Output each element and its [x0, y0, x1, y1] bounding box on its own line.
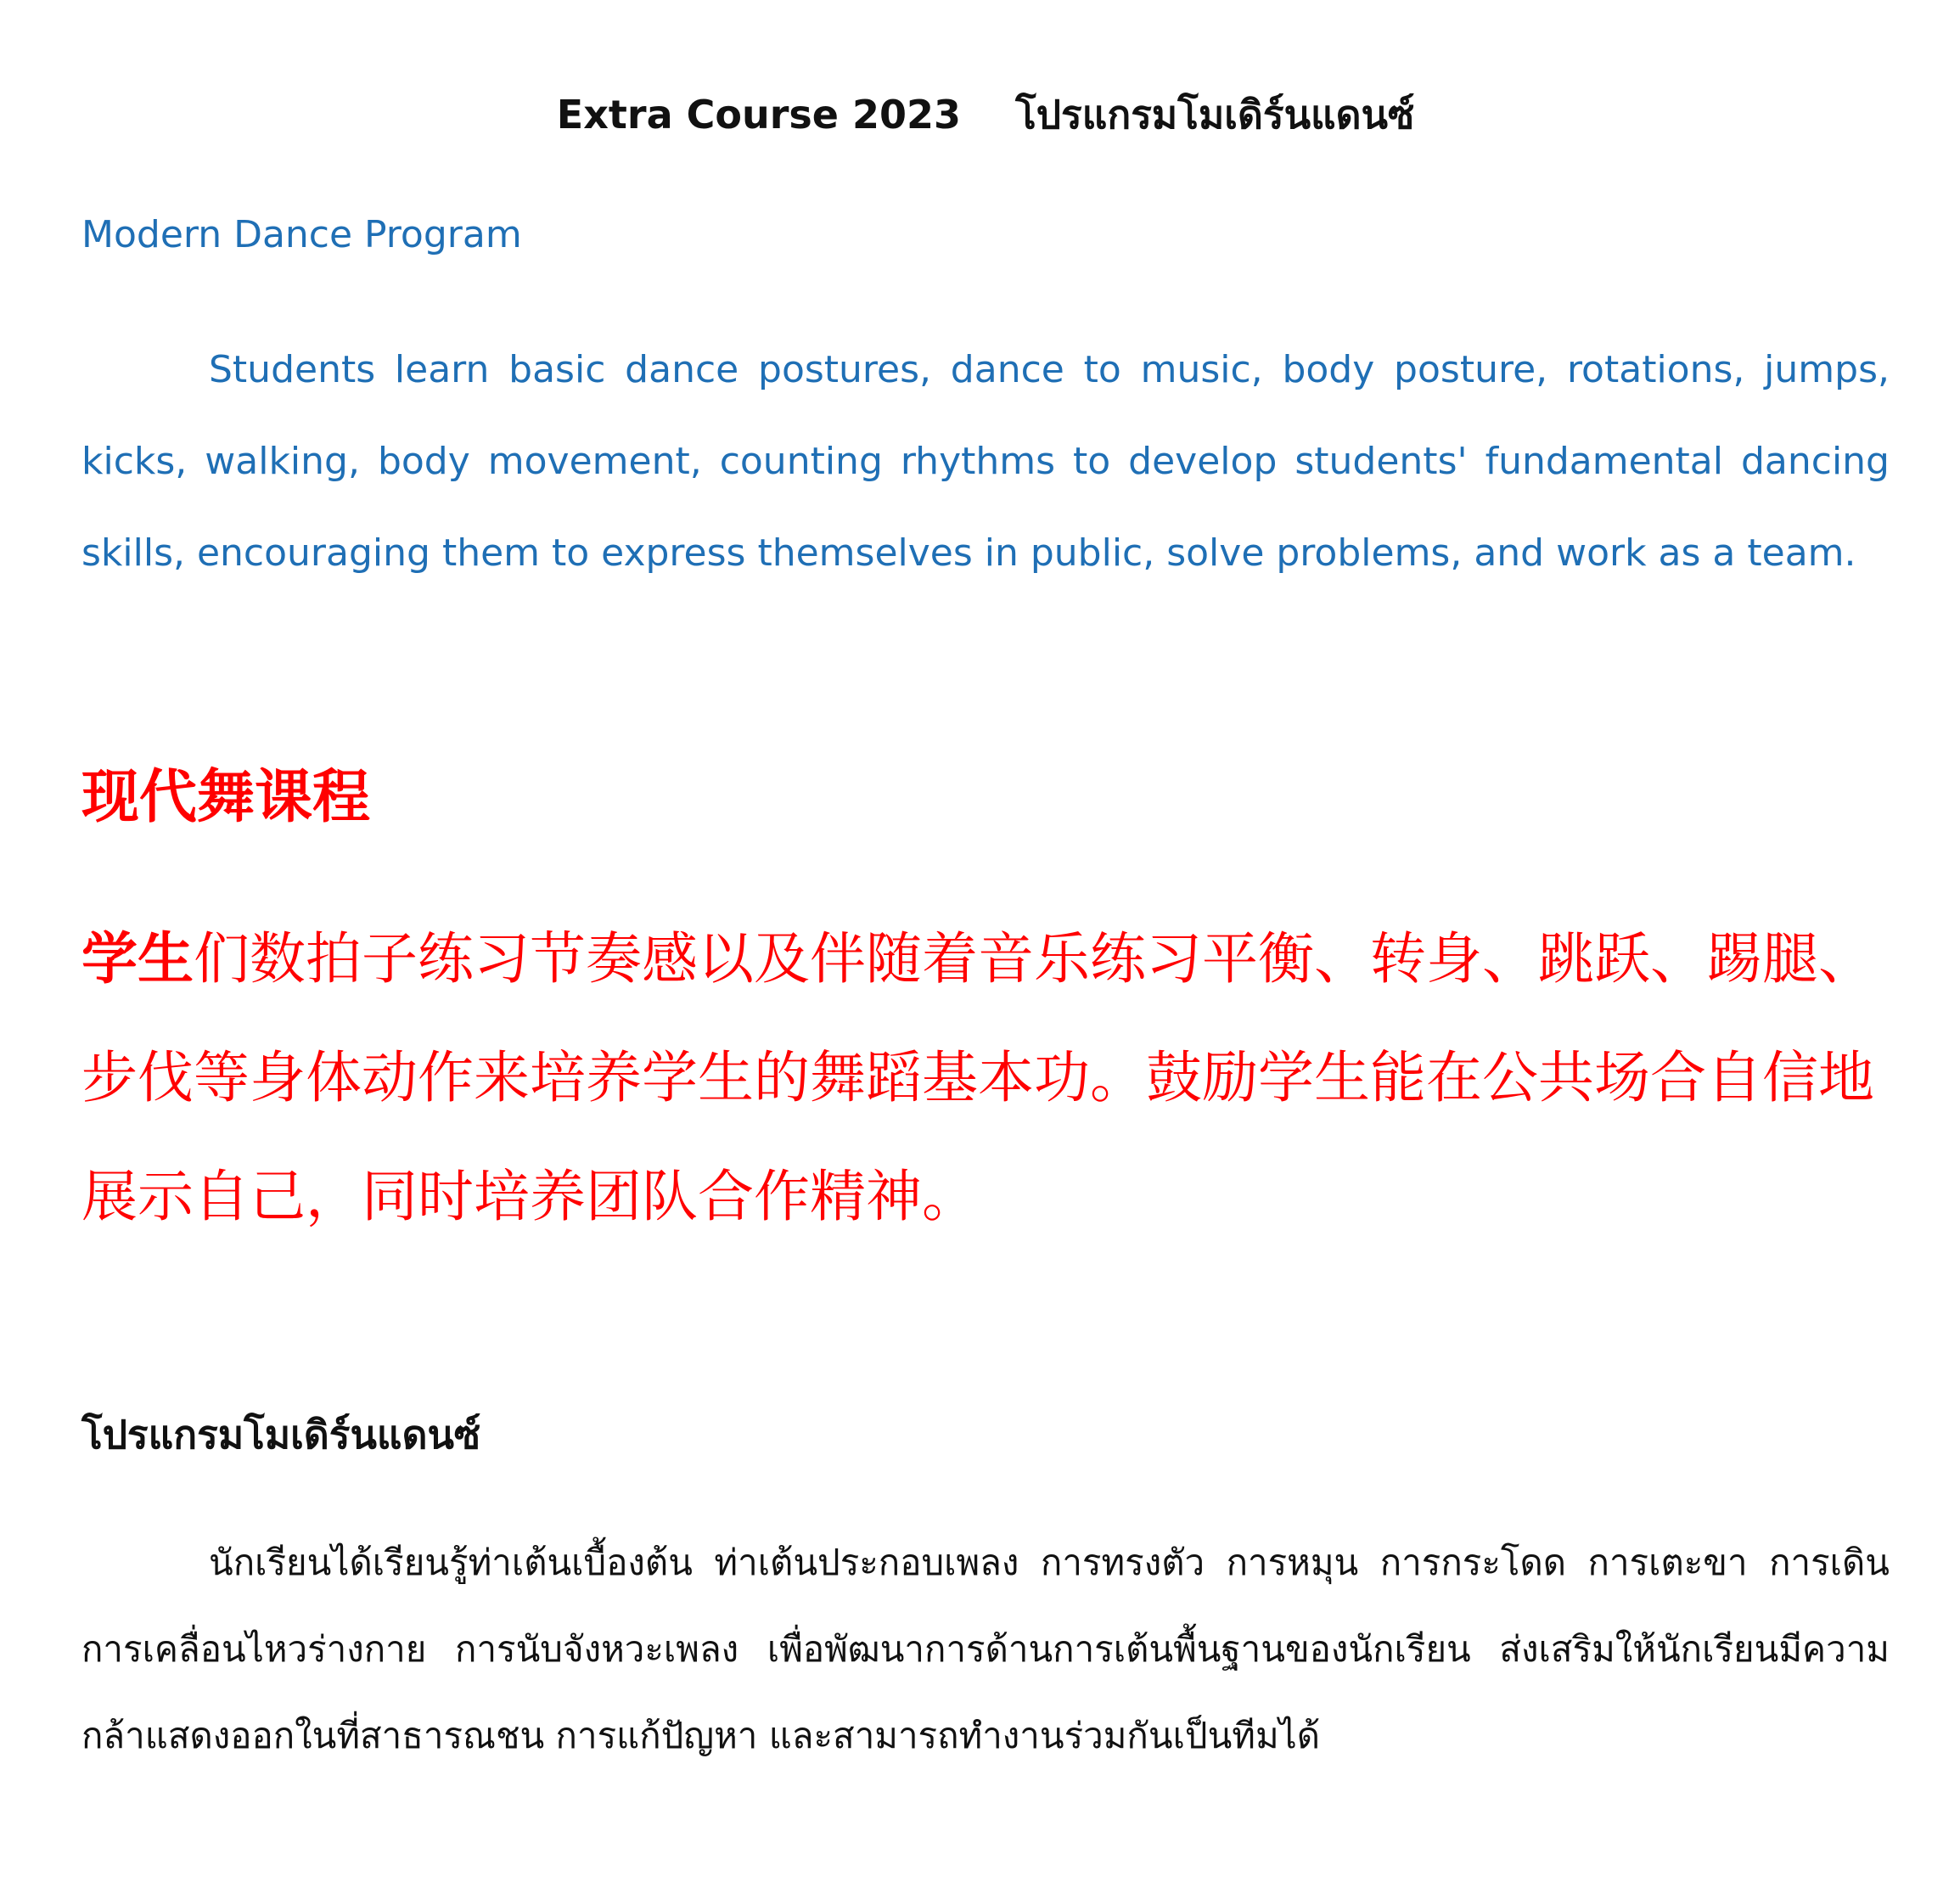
thai-heading: โปรแกรมโมเดิร์นแดนซ์ [81, 1412, 481, 1458]
english-paragraph: Students learn basic dance postures, dance to music, body posture, rotations, jumps, kicks, walking, body movement, counting rhythms to develop students' fundamental dancing skills, encouraging them to express themselves in public, solve problems, and work as a team. [81, 348, 1890, 575]
english-heading: Modern Dance Program [81, 213, 522, 256]
chinese-heading: 现代舞课程 [81, 764, 371, 831]
chinese-paragraph-lead: 学生 [81, 926, 194, 992]
thai-paragraph: นักเรียนได้เรียนรู้ท่าเต้นเบื้องต้น ท่าเต้นประกอบเพลง การทรงตัว การหมุน การกระโดด การเตะขา การเดิน การเคลื่อนไหวร่างกาย การนับจังหวะเพลง เพื่อพัฒนาการด้านการเต้นพื้นฐานของนักเรียน ส่งเสริมให้นักเรียนมีความกล้าแสดงออกในที่สาธารณชน การแก้ปัญหา และสามารถทำงานร่วมกันเป็นทีมได้ [81, 1542, 1890, 1756]
chinese-paragraph-rest: 们数拍子练习节奏感以及伴随着音乐练习平衡、转身、跳跃、踢腿、步伐等身体动作来培养学生的舞蹈基本功。鼓励学生能在公共场合自信地展示自己，同时培养团队合作精神。 [81, 926, 1874, 1229]
chinese-paragraph [81, 900, 1890, 1256]
document-title: Extra Course 2023 โปรแกรมโมเดิร์นแดนซ์ [556, 92, 1415, 138]
